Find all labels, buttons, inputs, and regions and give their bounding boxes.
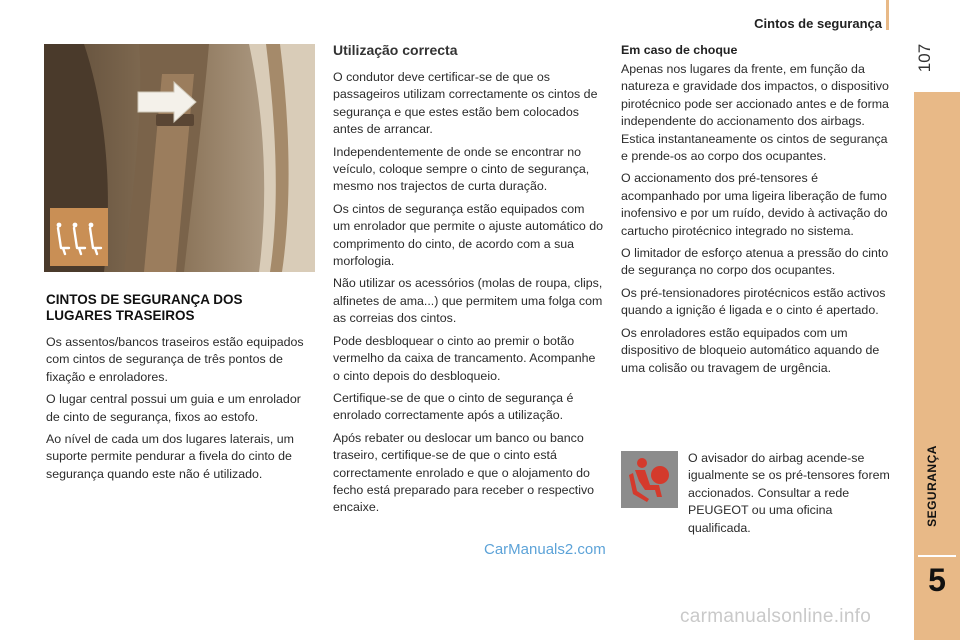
page-header-title: Cintos de segurança [754,16,882,31]
side-tab-divider [918,555,956,557]
chapter-side-tab [914,92,960,640]
paragraph: Pode desbloquear o cinto ao premir o botão vermelho da caixa de trancamento. Acompanhe o cinto depois do desbloqueio. [333,333,596,383]
seatbelt-photo [44,44,315,272]
paragraph: Os assentos/bancos traseiros estão equipados com cintos de segurança de três pontos de fixação e enroladores. [46,335,304,384]
paragraph: Apenas nos lugares da frente, em função da natureza e gravidade dos impactos, o dispositivo pirotécnico pode ser accionado antes e de forma independente do accionamento dos airbags. Estica instantaneamente os cintos de segurança e prende-os ao corpo dos ocupantes. [621,62,889,164]
correct-use-heading: Utilização correcta [333,42,458,58]
crash-heading: Em caso de choque [621,43,738,57]
paragraph: Os pré-tensionadores pirotécnicos estão activos quando a ignição é ligada e o cinto é apertado. [621,285,886,318]
rear-seats-icon [50,208,108,266]
paragraph: Ao nível de cada um dos lugares laterais, um suporte permite pendurar a fivela do cinto de segurança quando este não é utilizado. [46,432,294,481]
paragraph: O condutor deve certificar-se de que os passageiros utilizam correctamente os cintos de segurança e que estes estão bem colocados antes de arrancar. [333,70,598,137]
paragraph: Não utilizar os acessórios (molas de roupa, clips, alfinetes de ama...) que permitem uma folga com as correias dos cintos. [333,276,603,326]
page-number: 107 [915,43,934,73]
airbag-note: O avisador do airbag acende-se igualmente se os pré-tensores forem accionados. Consultar a rede PEUGEOT ou uma oficina qualificada. [688,451,890,535]
paragraph: O lugar central possui um guia e um enrolador de cinto de segurança, fixos ao estofo. [46,392,301,424]
airbag-warning-icon [621,451,678,508]
chapter-side-label: SEGURANÇA [925,445,939,527]
paragraph: Os cintos de segurança estão equipados com um enrolador que permite o ajuste automático do comprimento do cinto, de acordo com a sua morfologia. [333,201,603,269]
rear-seatbelts-text [46,334,308,488]
paragraph: Os enroladores estão equipados com um dispositivo de bloqueio automático aquando de uma colisão ou travagem de urgência. [621,325,880,375]
paragraph: O limitador de esforço atenua a pressão do cinto de segurança no corpo dos ocupantes. [621,246,889,278]
rear-seatbelts-heading [46,292,296,324]
crash-text [621,61,893,382]
rear-seatbelts-heading-line1: CINTOS DE SEGURANÇA DOS [46,292,243,307]
footer-watermark: carmanualsonline.info [680,606,872,627]
correct-use-text [333,69,605,522]
rear-seatbelts-heading-line2: LUGARES TRASEIROS [46,308,195,323]
paragraph: Após rebater ou deslocar um banco ou banco traseiro, certifique-se de que o cinto está correctamente enrolado e que o alojamento do fecho está preparado para receber o respectivo encaixe. [333,430,595,515]
watermark-link[interactable]: CarManuals2.com [484,541,606,558]
chapter-number: 5 [928,562,946,598]
paragraph: O accionamento dos pré-tensores é acompanhado por uma ligeira liberação de fumo inofensivo e por um ruído, devido à activação do cartucho pirotécnico integrado no sistema. [621,171,888,238]
header-accent-rule [886,0,889,30]
paragraph: Independentemente de onde se encontrar no veículo, coloque sempre o cinto de segurança, mesmo nos trajectos de curta duração. [333,144,590,194]
paragraph: Certifique-se de que o cinto de segurança é enrolado correctamente após a utilização. [333,390,574,423]
